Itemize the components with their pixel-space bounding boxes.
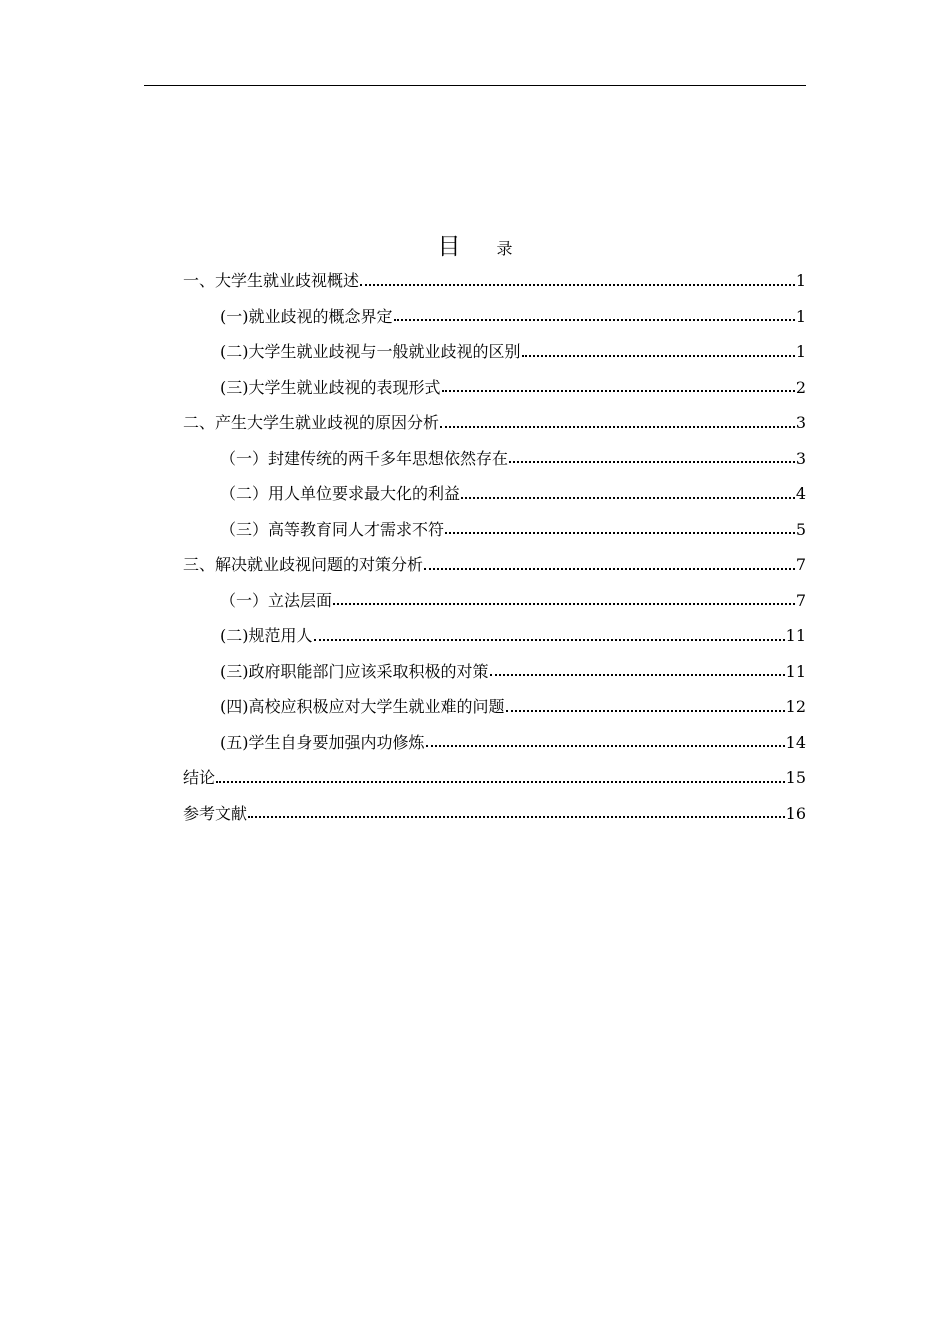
toc-entry-page: 3 (795, 448, 806, 468)
toc-entry-label: (五)学生自身要加强内功修炼 (220, 732, 425, 752)
toc-entry-label: (四)高校应积极应对大学生就业难的问题 (220, 697, 505, 716)
toc-entry[interactable] (183, 476, 806, 512)
toc-entry-page: 1 (795, 306, 806, 326)
toc-entry[interactable] (183, 370, 806, 406)
toc-entry-page: 12 (785, 697, 806, 716)
toc-entry[interactable] (183, 263, 806, 299)
toc-entry[interactable] (183, 334, 806, 370)
toc-entry-page: 4 (795, 484, 806, 503)
table-of-contents (183, 263, 806, 831)
toc-leader-dots (394, 319, 795, 321)
toc-title-char-1: 目 (437, 234, 461, 260)
toc-entry-page: 7 (795, 590, 806, 610)
toc-entry-page: 5 (795, 519, 806, 539)
toc-leader-dots (461, 497, 795, 499)
toc-entry-label: 结论 (183, 768, 216, 787)
toc-entry-label: （二）用人单位要求最大化的利益 (220, 484, 461, 503)
toc-entry[interactable] (183, 618, 806, 654)
toc-leader-dots (490, 674, 785, 676)
toc-entry-label: (三)大学生就业歧视的表现形式 (220, 377, 441, 397)
toc-entry-page: 11 (785, 661, 806, 681)
toc-entry[interactable] (183, 299, 806, 335)
toc-entry-label: 三、解决就业歧视问题的对策分析 (183, 555, 424, 574)
toc-entry[interactable] (183, 547, 806, 583)
toc-leader-dots (445, 532, 795, 534)
toc-entry-page: 15 (785, 768, 806, 787)
toc-leader-dots (333, 603, 795, 605)
toc-leader-dots (314, 639, 785, 641)
toc-entry-page: 1 (795, 271, 806, 290)
toc-leader-dots (522, 355, 795, 357)
toc-entry-page: 16 (785, 803, 806, 823)
toc-entry[interactable] (183, 689, 806, 725)
toc-entry-label: (一)就业歧视的概念界定 (220, 306, 393, 326)
toc-leader-dots (216, 781, 785, 783)
toc-entry-page: 7 (795, 555, 806, 574)
toc-entry-page: 3 (795, 413, 806, 432)
toc-entry-label: (二)规范用人 (220, 626, 313, 645)
toc-leader-dots (440, 426, 795, 428)
toc-leader-dots (506, 710, 785, 712)
toc-entry-label: （一）封建传统的两千多年思想依然存在 (220, 448, 509, 468)
toc-title (0, 228, 950, 261)
toc-entry[interactable] (183, 796, 806, 832)
toc-entry[interactable] (183, 760, 806, 796)
toc-entry[interactable] (183, 654, 806, 690)
toc-entry-page: 2 (795, 377, 806, 397)
toc-entry[interactable] (183, 725, 806, 761)
toc-entry-page: 11 (785, 626, 806, 645)
toc-entry-label: (三)政府职能部门应该采取积极的对策 (220, 661, 489, 681)
toc-leader-dots (509, 461, 795, 463)
toc-entry-label: 参考文献 (183, 803, 248, 823)
toc-entry-page: 1 (795, 342, 806, 361)
toc-entry[interactable] (183, 583, 806, 619)
toc-entry-label: (二)大学生就业歧视与一般就业歧视的区别 (220, 342, 521, 361)
toc-entry[interactable] (183, 405, 806, 441)
toc-leader-dots (426, 745, 785, 747)
toc-entry-label: 一、大学生就业歧视概述 (183, 271, 360, 290)
header-rule (144, 85, 806, 86)
toc-entry-label: （三）高等教育同人才需求不符 (220, 519, 445, 539)
toc-entry[interactable] (183, 512, 806, 548)
toc-entry[interactable] (183, 441, 806, 477)
toc-entry-page: 14 (785, 732, 806, 752)
toc-leader-dots (424, 568, 795, 570)
toc-leader-dots (442, 390, 795, 392)
toc-entry-label: （一）立法层面 (220, 590, 333, 610)
toc-leader-dots (248, 816, 785, 818)
toc-entry-label: 二、产生大学生就业歧视的原因分析 (183, 413, 440, 432)
toc-title-char-2: 录 (496, 239, 513, 258)
toc-leader-dots (360, 284, 795, 286)
